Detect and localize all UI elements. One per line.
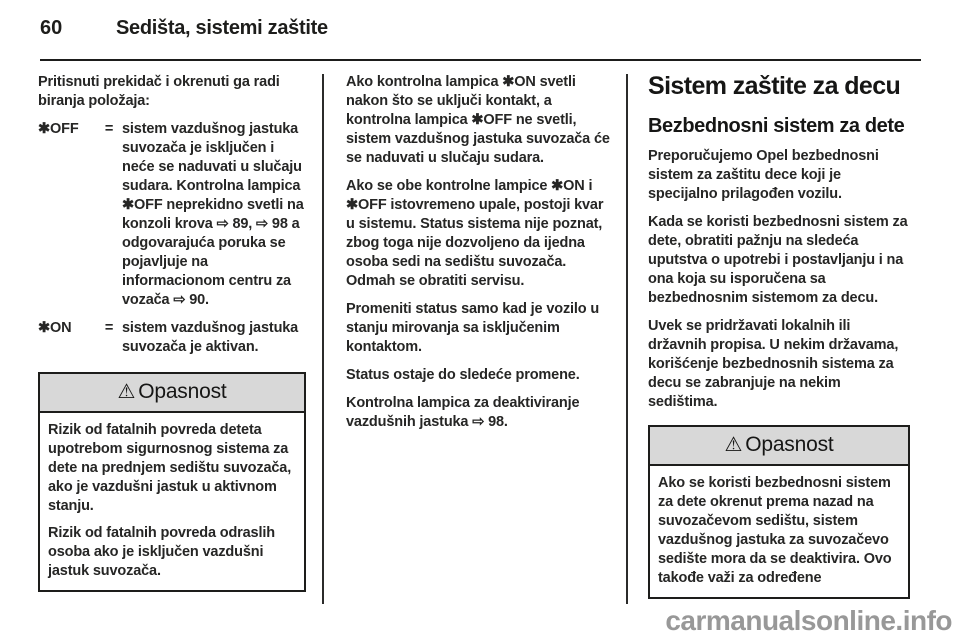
airbag-on-symbol: ✱ON (38, 320, 72, 336)
column-divider-left (322, 74, 324, 604)
danger-box-body (40, 413, 304, 590)
danger-box-title (650, 427, 908, 466)
danger-box-title (40, 374, 304, 413)
danger-paragraph: Rizik od fatalnih povreda odraslih osoba ako je isključen vazdušni jastuk suvozača. (48, 525, 275, 579)
header-rule (40, 59, 921, 61)
definition-airbag-off (38, 120, 306, 310)
danger-box-left (38, 372, 306, 592)
column-middle (346, 73, 612, 441)
column-right (648, 73, 910, 599)
warning-triangle-icon: ⚠ (724, 434, 743, 456)
body-paragraph: Promeniti status samo kad je vozilo u stanju mirovanja sa isključenim kontaktom. (346, 301, 600, 355)
column-divider-right (626, 74, 628, 604)
danger-title-label: Opasnost (745, 433, 834, 456)
danger-box-right (648, 425, 910, 599)
airbag-off-symbol: ✱OFF (38, 121, 79, 137)
airbag-on-description: sistem vazdušnog jastuka suvozača je aktivan. (122, 320, 299, 355)
watermark-text: carmanualsonline.info (665, 605, 952, 636)
subsection-heading: Bezbednosni sistem za dete (648, 115, 905, 137)
airbag-off-description: sistem vazdušnog jastuka suvozača je isključen i neće se naduvati u slučaju sudara. Kontrolna lampica ✱OFF neprekidno svetli na konzoli krova ⇨ 89, ⇨ 98 a odgovarajuća poruka se pojavljuje na informacionom centru za vozača ⇨ 90. (122, 121, 304, 308)
equals-sign: = (104, 121, 114, 137)
body-paragraph: Kontrolna lampica za deaktiviranje vazdušnih jastuka ⇨ 98. (346, 395, 580, 430)
column-left (38, 73, 306, 592)
danger-paragraph: Rizik od fatalnih povreda deteta upotrebom sigurnosnog sistema za dete na prednjem sedištu suvozača, ako je vazdušni jastuk u aktivnom stanju. (48, 422, 292, 514)
equals-sign: = (104, 320, 114, 336)
body-paragraph: Status ostaje do sledeće promene. (346, 367, 580, 383)
danger-title-label: Opasnost (138, 380, 227, 403)
danger-box-body (650, 466, 908, 597)
page-number: 60 (40, 17, 63, 39)
section-heading: Sistem zaštite za decu (648, 72, 901, 100)
intro-paragraph: Pritisnuti prekidač i okrenuti ga radi biranja položaja: (38, 74, 280, 109)
chapter-title: Sedišta, sistemi zaštite (116, 17, 328, 39)
body-paragraph: Kada se koristi bezbednosni sistem za dete, obratiti pažnju na sledeća uputstva o upotrebi i postavljanju i na ona koja su isporučena sa bezbednosnim sistemom za decu. (648, 214, 908, 306)
danger-paragraph: Ako se koristi bezbednosni sistem za dete okrenut prema nazad na suvozačevom sedištu, sistem vazdušnog jastuka za suvozačevo sedište mora da se deaktivira. Ovo takođe važi za određene (658, 475, 892, 586)
definition-airbag-on (38, 319, 306, 357)
body-paragraph: Ako kontrolna lampica ✱ON svetli nakon što se uključi kontakt, a kontrolna lampica ✱OFF ne svetli, sistem vazdušnog jastuka suvozača će se naduvati u slučaju sudara. (346, 74, 610, 166)
body-paragraph: Uvek se pridržavati lokalnih ili državnih propisa. U nekim državama, korišćenje bezbednosnih sistema za decu se zabranjuje na nekim sedištima. (648, 318, 899, 410)
warning-triangle-icon: ⚠ (117, 381, 136, 403)
body-paragraph: Preporučujemo Opel bezbednosni sistem za zaštitu dece koji je specijalno prilagođen vozilu. (648, 148, 879, 202)
body-paragraph: Ako se obe kontrolne lampice ✱ON i ✱OFF istovremeno upale, postoji kvar u sistemu. Status sistema nije poznat, zbog toga nije dozvoljeno da ijedna osoba sedi na sedištu suvozača. Odmah se obratiti servisu. (346, 178, 604, 289)
